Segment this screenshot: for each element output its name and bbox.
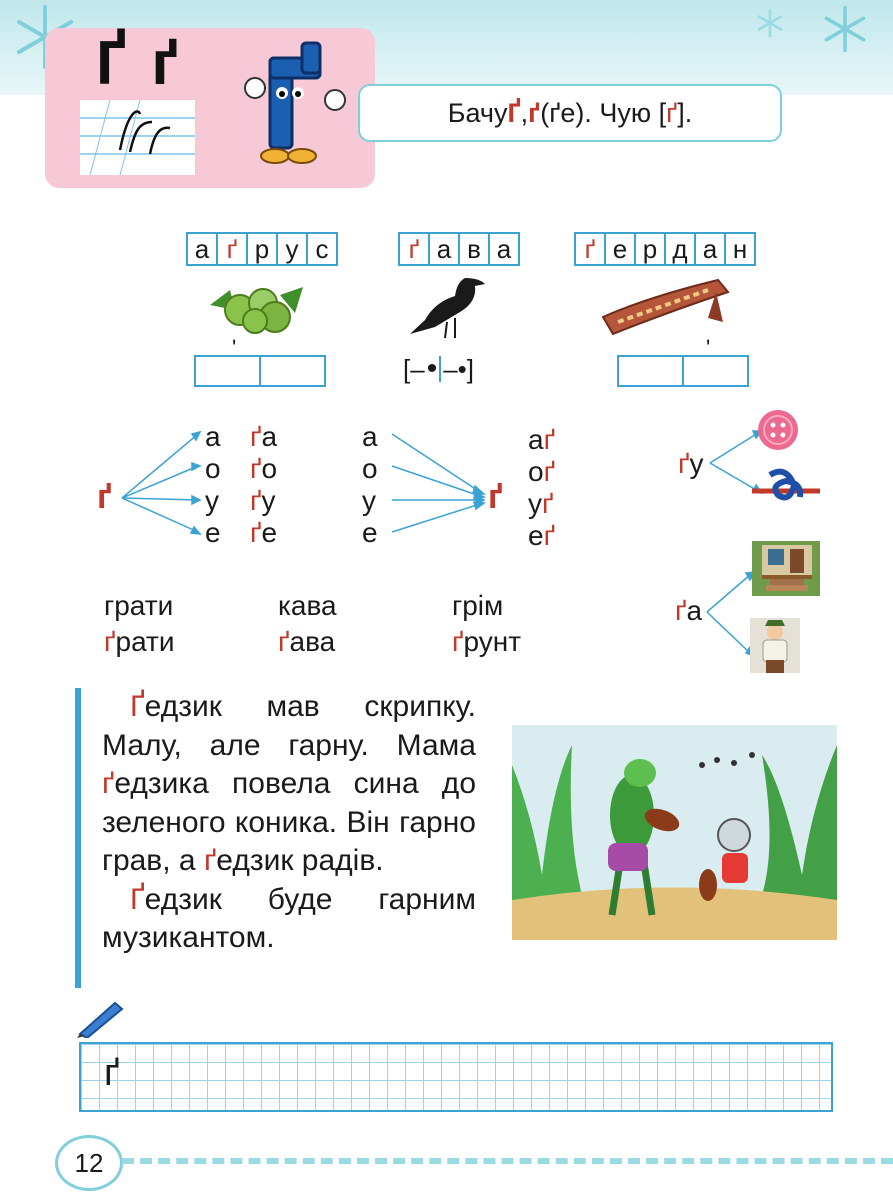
stress-mark: ʹ [232,335,237,360]
writing-sample-letter: ґ [104,1052,120,1094]
source-letter: ґ [97,478,113,516]
sound-scheme-gava [403,352,474,386]
word-boxes-gava: ґ а в а [398,232,520,266]
word-pair-3: грім ґрунт [452,590,522,657]
footer-dashes [122,1158,893,1164]
snowflake-icon [820,4,870,54]
sound-middle: (ґе). Чую [ [540,97,667,128]
snowflake-icon [755,8,785,38]
combos-right: аґ оґ уґ еґ [528,424,556,551]
sound-prefix: Бачу [447,97,508,128]
scheme-stressed-dot: • [426,352,438,385]
sound-suffix: ]. [677,97,693,128]
word-pair-2: кава ґава [278,590,337,657]
scheme-open: [– [403,353,425,384]
sound-letter: ґ [666,97,678,128]
word-boxes-agrus: а ґ р у с [186,232,338,266]
upper-letter: Ґ [507,97,521,128]
side-syllable-ga: ґа [675,595,703,626]
vowels-left: а о у е [205,421,221,548]
scheme-close: –•] [443,353,474,384]
sound-bubble [358,84,782,142]
syllable-scheme-agrus [194,355,326,387]
gooseberries-icon [205,275,305,335]
combos-left: ґа ґо ґу ґе [250,421,278,548]
boy-icon [750,618,800,673]
target-letter: ґ [488,478,504,516]
button-icon [756,408,800,452]
vowels-right: а о у е [362,421,378,548]
story-bar [75,688,81,988]
arrows-left [120,420,205,545]
knot-icon [750,465,822,505]
word-pair-1: грати ґрати [104,590,175,657]
word-boxes-gerdan: ґ е р д а н [574,232,756,266]
story-text: Ґедзик мав скрипку. Малу, але гарну. Мама ґедзика повела сина до зеленого коника. Він гарно грав, а ґедзик радів. Ґедзик буде гарним музикантом. [102,690,476,954]
porch-icon [752,541,820,596]
crow-icon [405,272,490,340]
letter-mascot-icon [240,38,350,168]
stress-mark: ʹ [706,335,711,360]
gerdan-icon [598,272,733,340]
grasshopper-violin-illustration [512,725,837,940]
page-number-badge [55,1135,123,1191]
pen-icon [75,998,125,1038]
letter-title: Ґ ґ [96,29,184,98]
writing-grid [79,1042,833,1112]
page-number: 12 [74,1147,104,1178]
syllable-scheme-gerdan [617,355,749,387]
arrows-right [390,420,490,545]
handwriting-lines [80,100,195,175]
lower-letter: ґ [528,97,541,128]
sound-sep: , [520,97,529,128]
side-syllable-gu: ґу [678,448,704,479]
